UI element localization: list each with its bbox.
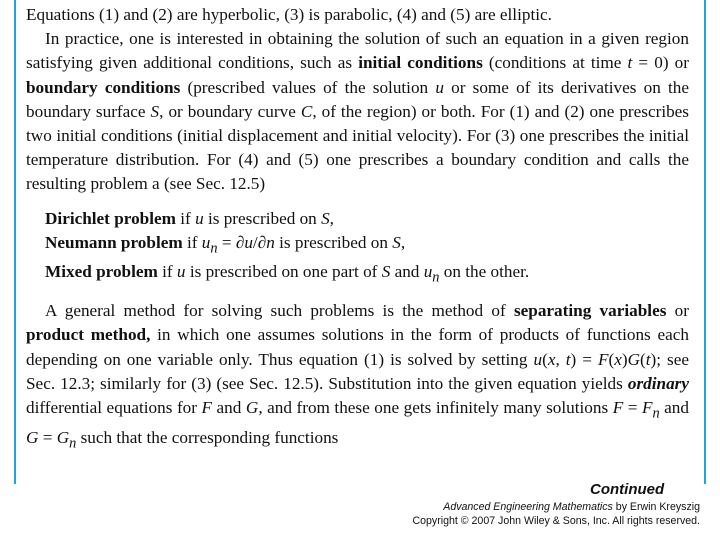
paragraph-classification: Equations (1) and (2) are hyperbolic, (3) is parabolic, (4) and (5) are elliptic.: [26, 5, 552, 24]
paragraph-separation-of-variables: A general method for solving such problems is the method of separating variables or product method, in which one assumes solutions in the form of products of functions each depending on one variable only. Thus equation (1) is solved by setting u(x, t) = F(x)G(t); see Sec. 12.3; similarly for (3) (see Sec. 12.5). Substitution into the given equation yields ordinary differential equations for F and G, and from these one gets infinitely many solutions $F = F_n$ and $G = G_n$ such that the corresponding functions: [26, 301, 690, 451]
term-boundary-conditions: boundary conditions: [26, 77, 181, 97]
copyright-footer: [413, 500, 701, 528]
book-author: by Erwin Kreyszig: [612, 501, 700, 513]
book-credit: [413, 500, 701, 514]
term-product-method: product method,: [26, 325, 151, 345]
definition-mixed: Mixed problem if u is prescribed on one part of S and $u_n$ on the other.: [45, 262, 530, 286]
copyright-notice: Copyright © 2007 John Wiley & Sons, Inc. All rights reserved.: [412, 515, 700, 527]
term-separating-variables: separating variables: [513, 301, 667, 321]
continued-label: Continued: [590, 481, 665, 498]
book-title: Advanced Engineering Mathematics: [443, 501, 613, 513]
paragraph-conditions: In practice, one is interested in obtaining the solution of such an equation in a given region satisfying given additional conditions, such as initial conditions (conditions at time t = 0) or boundary conditions (prescribed values of the solution u or some of its derivatives on the boundary surface S, or boundary curve C, of the region) or both. For (1) and (2) one prescribes two initial conditions (initial displacement and initial velocity). For (3) one prescribes the initial temperature distribution. For (4) and (5) one prescribes a boundary condition and calls the resulting problem a (see Sec. 12.5): [26, 29, 690, 194]
problem-definitions-list: [26, 207, 689, 290]
term-ordinary: ordinary: [627, 373, 689, 393]
textbook-page-body: [26, 3, 689, 455]
definition-neumann: Neumann problem if $u_n = \partial u/\partial n$ is prescribed on S,: [45, 232, 406, 257]
right-margin-rule: [704, 0, 706, 484]
definition-dirichlet: Dirichlet problem if u is prescribed on S,: [45, 208, 334, 228]
left-margin-rule: [14, 0, 16, 484]
term-initial-conditions: initial conditions: [358, 53, 483, 73]
